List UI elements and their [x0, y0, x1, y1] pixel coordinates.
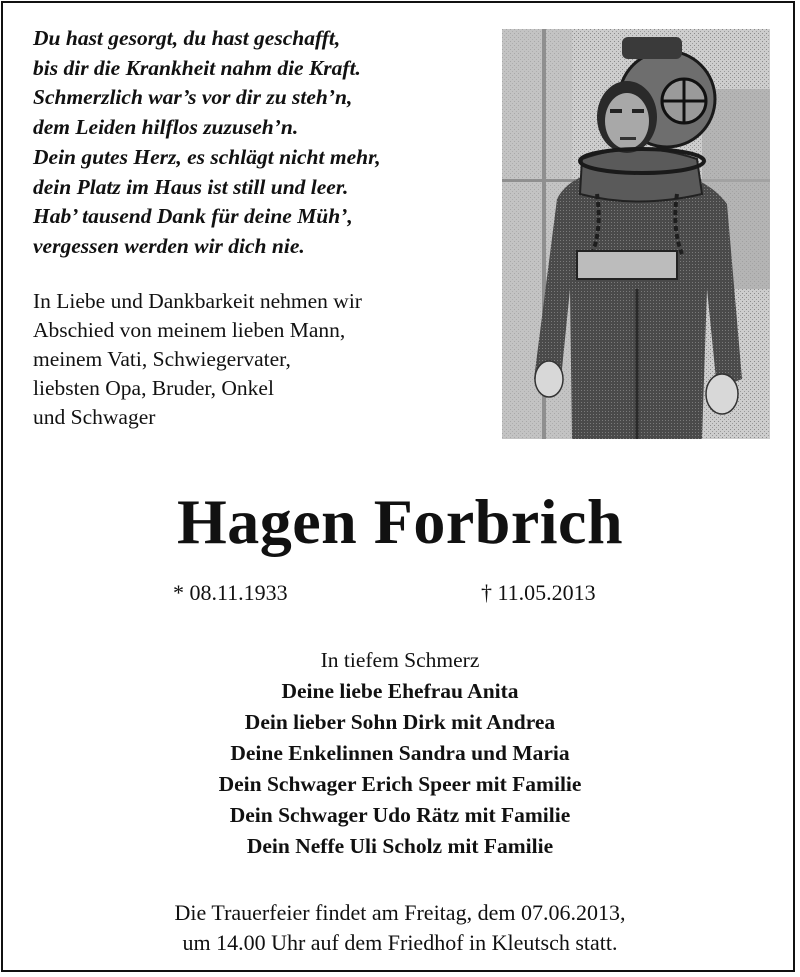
mourners-list [0, 645, 800, 862]
intro-line: und Schwager [33, 405, 156, 429]
service-line: um 14.00 Uhr auf dem Friedhof in Kleutsch statt. [182, 930, 618, 955]
poem-line: bis dir die Krankheit nahm die Kraft. [33, 55, 361, 80]
poem-line: Schmerzlich war’s vor dir zu steh’n, [33, 85, 353, 110]
deceased-name: Hagen Forbrich [176, 486, 624, 557]
poem-line: Dein gutes Herz, es schlägt nicht mehr, [33, 144, 381, 169]
poem-line: vergessen werden wir dich nie. [33, 233, 305, 258]
service-line: Die Trauerfeier findet am Freitag, dem 07.06.2013, [174, 900, 626, 925]
birth-date: * 08.11.1933 [173, 580, 288, 605]
death-date: † 11.05.2013 [481, 580, 596, 605]
mourner-entry: Deine liebe Ehefrau Anita [281, 679, 519, 703]
intro-line: Abschied von meinem lieben Mann, [33, 318, 346, 342]
funeral-service-info [0, 898, 800, 958]
mourner-entry: Dein Neffe Uli Scholz mit Familie [246, 834, 554, 858]
mourners-heading: In tiefem Schmerz [320, 648, 480, 672]
poem-line: dem Leiden hilflos zuzuseh’n. [33, 115, 299, 140]
diver-portrait-photo [502, 29, 770, 439]
intro-line: liebsten Opa, Bruder, Onkel [33, 376, 274, 400]
farewell-intro [33, 287, 493, 432]
poem-line: Hab’ tausend Dank für deine Müh’, [33, 204, 353, 229]
mourner-entry: Deine Enkelinnen Sandra und Maria [230, 741, 570, 765]
mourner-entry: Dein Schwager Udo Rätz mit Familie [229, 803, 571, 827]
intro-line: In Liebe und Dankbarkeit nehmen wir [33, 289, 362, 313]
poem-line: dein Platz im Haus ist still und leer. [33, 174, 349, 199]
mourner-entry: Dein lieber Sohn Dirk mit Andrea [244, 710, 556, 734]
memorial-poem [33, 24, 493, 262]
poem-line: Du hast gesorgt, du hast geschafft, [33, 26, 341, 50]
mourner-entry: Dein Schwager Erich Speer mit Familie [218, 772, 582, 796]
intro-line: meinem Vati, Schwiegervater, [33, 347, 291, 371]
diver-photo-illustration [502, 29, 770, 439]
